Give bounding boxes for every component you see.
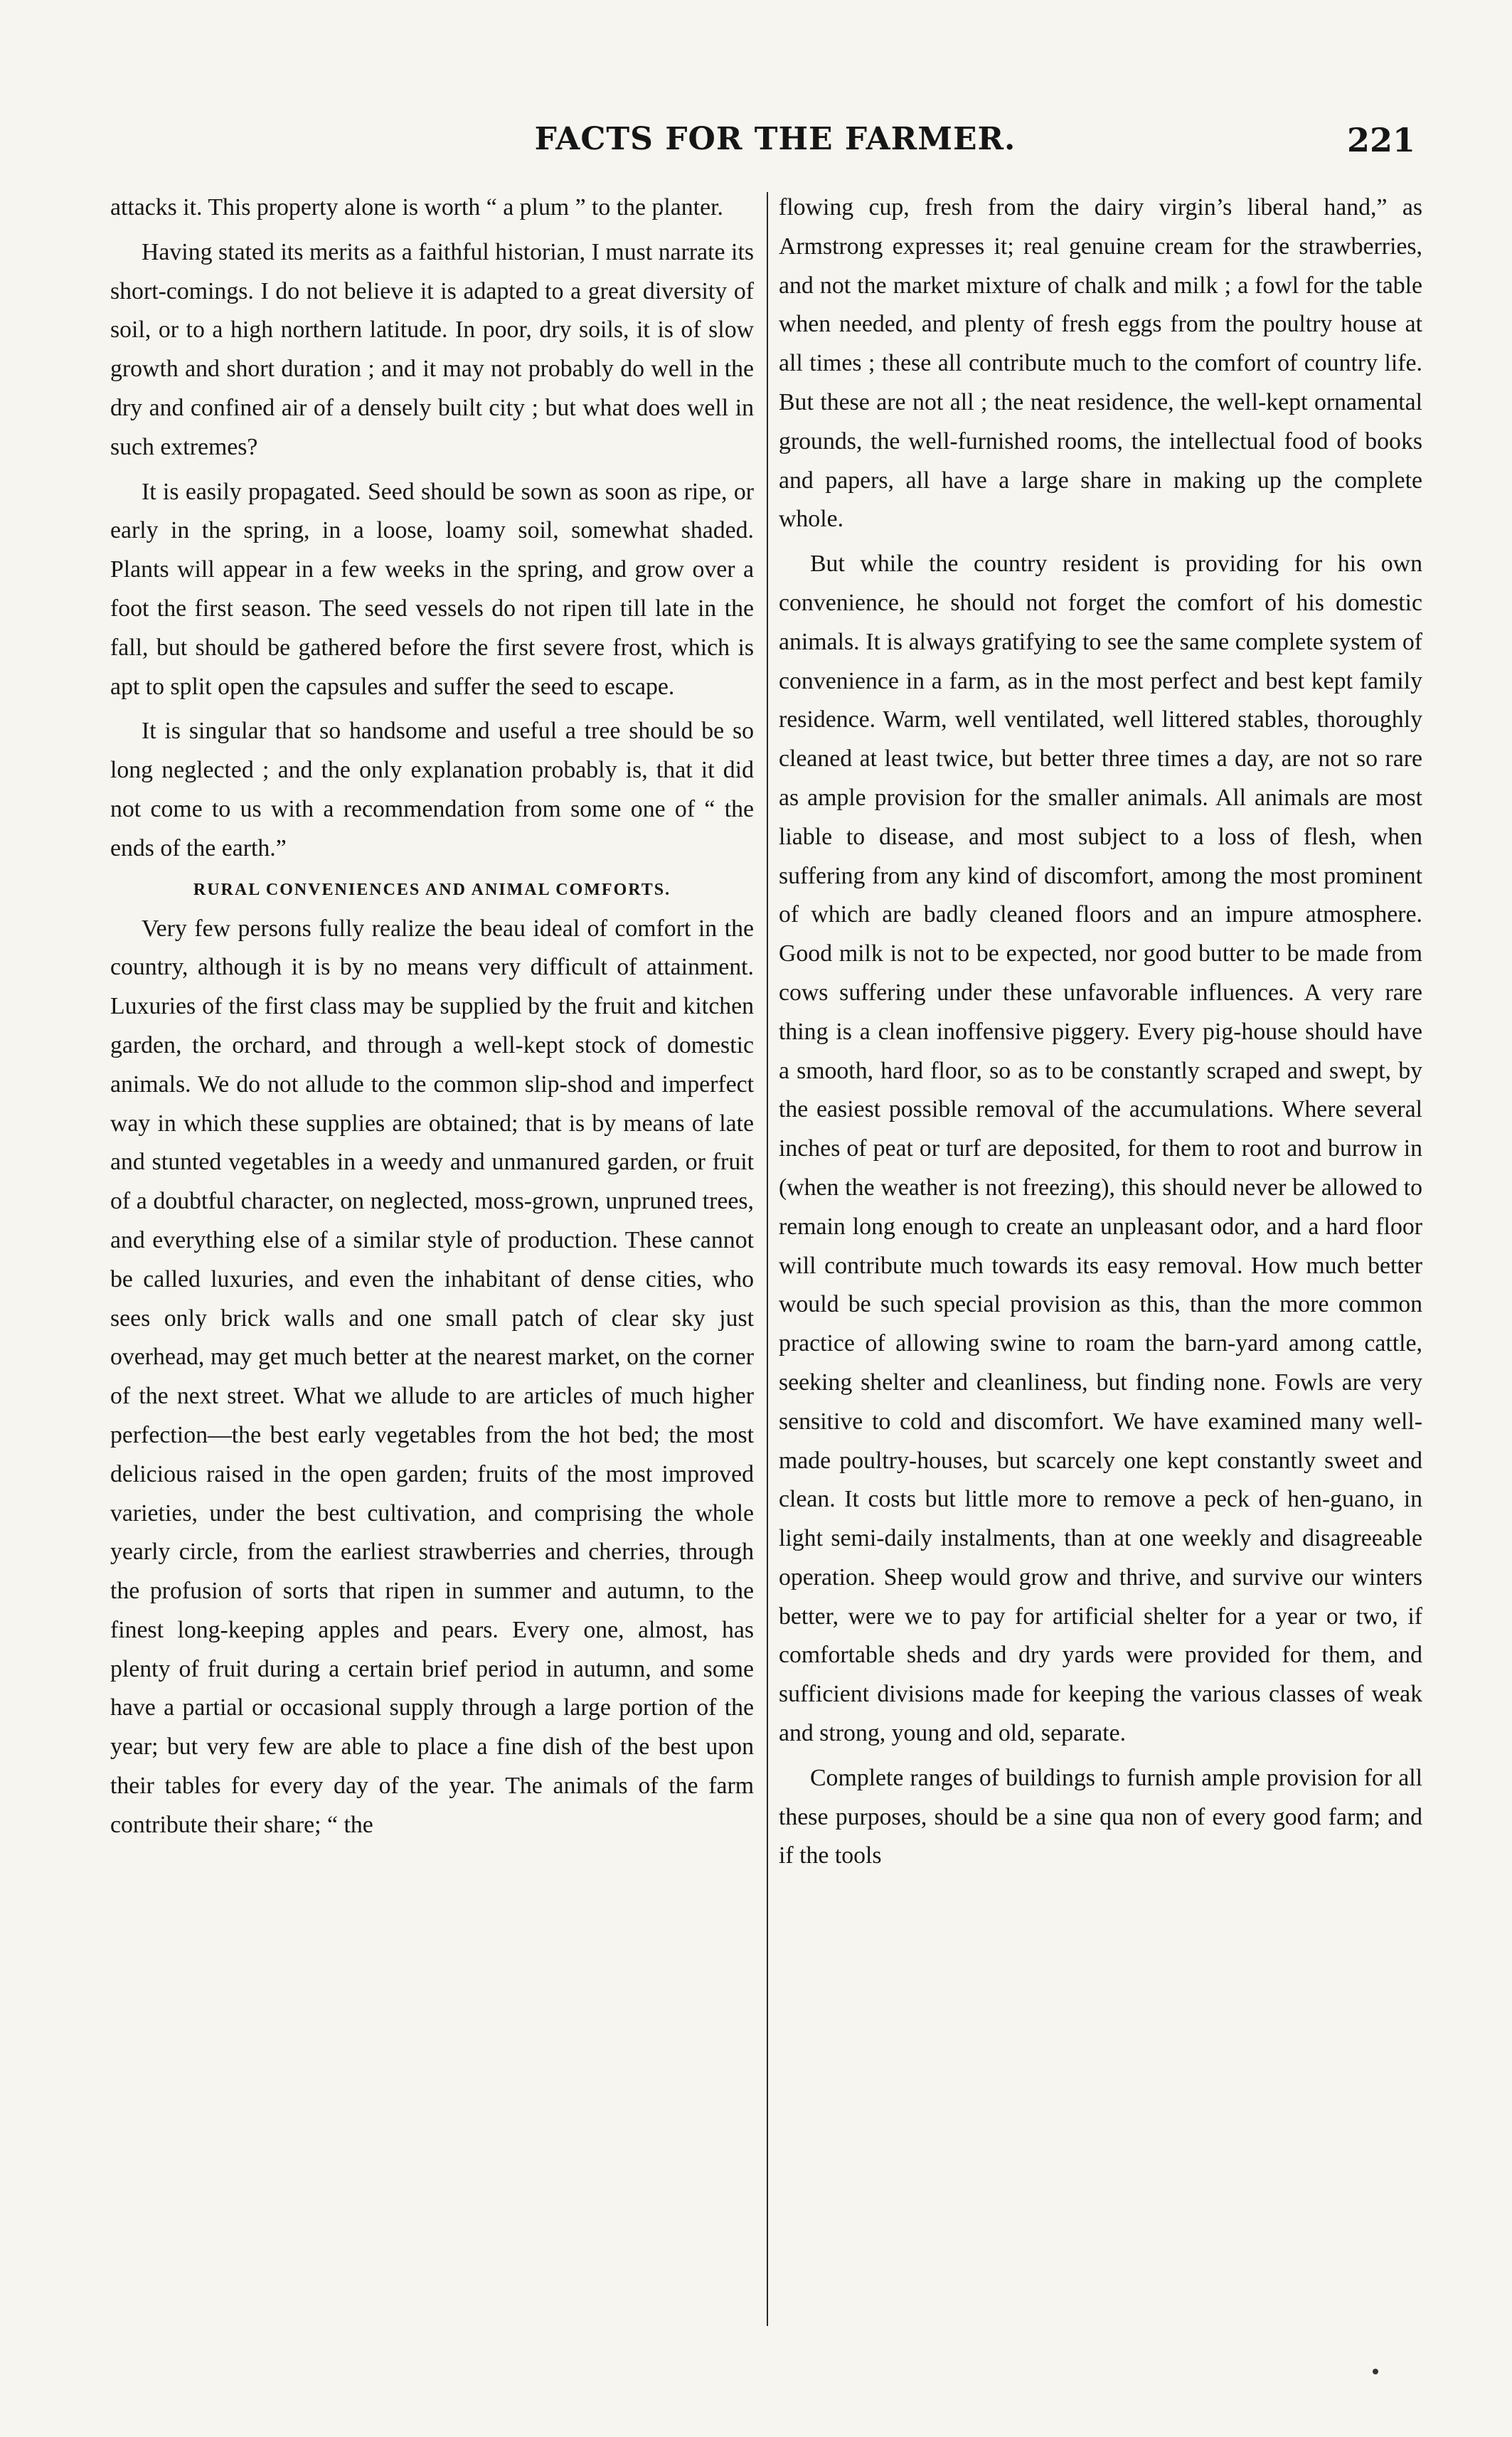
left-column <box>110 189 754 1851</box>
section-heading: RURAL CONVENIENCES AND ANIMAL COMFORTS. <box>193 880 671 899</box>
paragraph: But while the country resident is providing for his own convenience, he should not forget the comfort of his domestic animals. It is always gratifying to see the same complete system of convenience in a farm, as in the most perfect and best kept family residence. Warm, well ventilated, well littered stables, thoroughly cleaned at least twice, but better three times a day, are not so rare as ample provision for the smaller animals. All animals are most liable to disease, and most subject to a loss of flesh, when suffering from any kind of discomfort, among the most prominent of which are badly cleaned floors and an impure atmosphere. Good milk is not to be expected, nor good butter to be made from cows suffering under these unfavorable influences. A very rare thing is a clean inoffensive piggery. Every pig-house should have a smooth, hard floor, so as to be constantly scraped and swept, by the easiest possible removal of the accumulations. Where several inches of peat or turf are deposited, for them to root and burrow in (when the weather is not freezing), this should never be allowed to remain long enough to create an unpleasant odor, and a hard floor will contribute much towards its easy removal. How much better would be such special provision as this, than the more common practice of allowing swine to roam the barn-yard among cattle, seeking shelter and cleanliness, but finding none. Fowls are very sensitive to cold and discomfort. We have examined many well-made poultry-houses, but scarcely one kept constantly sweet and clean. It costs but little more to remove a peck of hen-guano, in light semi-daily instalments, than at one weekly and disagreeable operation. Sheep would grow and thrive, and survive our winters better, were we to pay for artificial shelter for a year or two, if comfortable sheds and dry yards were provided for them, and sufficient divisions made for keeping the various classes of weak and strong, young and old, separate. <box>779 551 1422 1747</box>
paragraph: attacks it. This property alone is worth “ a plum ” to the planter. <box>110 194 723 221</box>
running-head <box>114 121 1437 164</box>
page-number: 221 <box>1346 121 1415 159</box>
paragraph: Very few persons fully realize the beau ideal of comfort in the country, although it is by no means very difficult of attainment. Luxuries of the first class may be supplied by the fruit and kitchen garden, the orchard, and through a well-kept stock of domestic animals. We do not allude to the common slip-shod and imperfect way in which these supplies are obtained; that is by means of late and stunted vegetables in a weedy and unmanured garden, or fruit of a doubtful character, on neglected, moss-grown, unpruned trees, and everything else of a similar style of production. These cannot be called luxuries, and even the inhabitant of dense cities, who sees only brick walls and one small patch of clear sky just overhead, may get much better at the nearest market, on the corner of the next street. What we allude to are articles of much higher perfection—the best early vegetables from the hot bed; the most delicious raised in the open garden; fruits of the most improved varieties, under the best cultivation, and comprising the whole yearly circle, from the earliest strawberries and cherries, through the profusion of sorts that ripen in summer and autumn, to the finest long-keeping apples and pears. Every one, almost, has plenty of fruit during a certain brief period in autumn, and some have a partial or occasional supply through a large portion of the year; but very few are able to place a fine dish of the best upon their tables for every day of the year. The animals of the farm contribute their share; “ the <box>110 915 754 1838</box>
right-column <box>779 189 1422 1881</box>
ink-dot <box>1373 2369 1378 2374</box>
paragraph: It is easily propagated. Seed should be sown as soon as ripe, or early in the spring, in a loose, loamy soil, somewhat shaded. Plants will appear in a few weeks in the spring, and grow over a foot the first season. The seed vessels do not ripen till late in the fall, but should be gathered before the first severe frost, which is apt to split open the capsules and suffer the seed to escape. <box>110 478 754 700</box>
running-title: FACTS FOR THE FARMER. <box>534 121 1016 157</box>
paragraph: Complete ranges of buildings to furnish ample provision for all these purposes, should be a sine qua non of every good farm; and if the tools <box>779 1764 1422 1869</box>
paragraph: It is singular that so handsome and useful a tree should be so long neglected ; and the only explanation probably is, that it did not come to us with a recommendation from some one of “ the ends of the earth.” <box>110 718 754 861</box>
paragraph: Having stated its merits as a faithful historian, I must narrate its short-comings. I do not believe it is adapted to a great diversity of soil, or to a high northern latitude. In poor, dry soils, it is of slow growth and short duration ; and it may not probably do well in the dry and confined air of a densely built city ; but what does well in such extremes? <box>110 238 754 460</box>
paragraph: flowing cup, fresh from the dairy virgin’s liberal hand,” as Armstrong expresses it; real genuine cream for the strawberries, and not the market mixture of chalk and milk ; a fowl for the table when needed, and plenty of fresh eggs from the poultry house at all times ; these all contribute much to the comfort of country life. But these are not all ; the neat residence, the well-kept ornamental grounds, the well-furnished rooms, the intellectual food of books and papers, all have a large share in making up the complete whole. <box>779 194 1422 533</box>
column-divider <box>767 192 768 2326</box>
